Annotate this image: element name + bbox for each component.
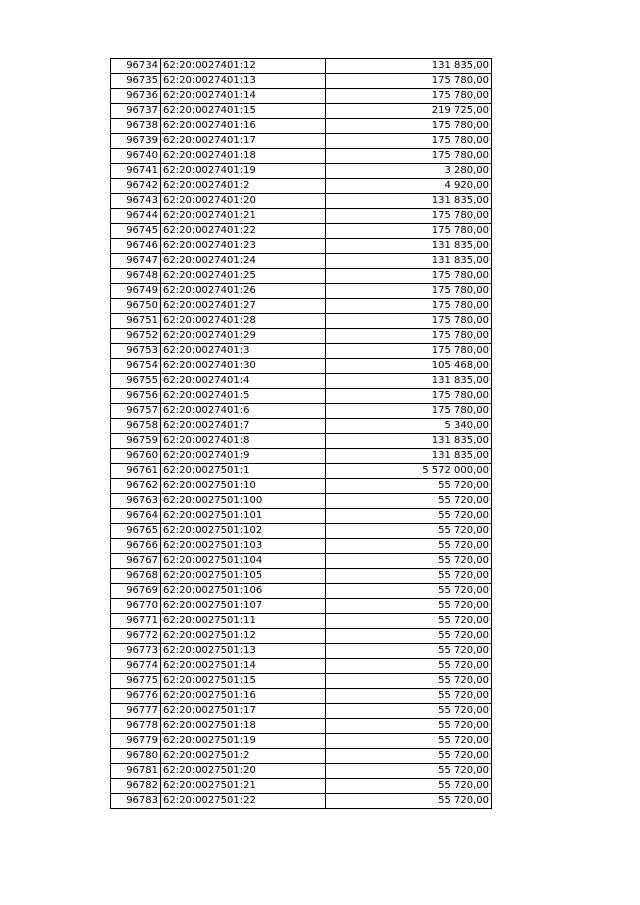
table-row [111,104,492,119]
cadastral-number-cell: 62:20:0027501:12 [161,629,326,644]
data-table [110,58,492,809]
value-cell: 55 720,00 [326,524,492,539]
value-cell: 4 920,00 [326,179,492,194]
row-id-cell: 96734 [111,59,161,74]
table-row [111,434,492,449]
cadastral-number-cell: 62:20:0027501:15 [161,674,326,689]
value-cell: 55 720,00 [326,674,492,689]
table-row [111,704,492,719]
cadastral-number-cell: 62:20:0027501:22 [161,794,326,809]
row-id-cell: 96740 [111,149,161,164]
value-cell: 55 720,00 [326,494,492,509]
value-cell: 175 780,00 [326,344,492,359]
row-id-cell: 96754 [111,359,161,374]
cadastral-number-cell: 62:20:0027401:22 [161,224,326,239]
value-cell: 175 780,00 [326,209,492,224]
table-row [111,749,492,764]
row-id-cell: 96750 [111,299,161,314]
row-id-cell: 96776 [111,689,161,704]
value-cell: 5 572 000,00 [326,464,492,479]
table-row [111,659,492,674]
table-row [111,479,492,494]
row-id-cell: 96751 [111,314,161,329]
row-id-cell: 96766 [111,539,161,554]
cadastral-number-cell: 62:20:0027401:27 [161,299,326,314]
table-row [111,584,492,599]
table-row [111,329,492,344]
table-row [111,74,492,89]
row-id-cell: 96747 [111,254,161,269]
row-id-cell: 96756 [111,389,161,404]
cadastral-number-cell: 62:20:0027401:20 [161,194,326,209]
row-id-cell: 96769 [111,584,161,599]
table-row [111,359,492,374]
table-row [111,194,492,209]
value-cell: 55 720,00 [326,629,492,644]
row-id-cell: 96742 [111,179,161,194]
table-row [111,524,492,539]
cadastral-number-cell: 62:20:0027401:26 [161,284,326,299]
value-cell: 55 720,00 [326,599,492,614]
table-row [111,224,492,239]
value-cell: 3 280,00 [326,164,492,179]
cadastral-number-cell: 62:20:0027501:20 [161,764,326,779]
table-row [111,59,492,74]
value-cell: 131 835,00 [326,374,492,389]
table-row [111,374,492,389]
table-row [111,284,492,299]
table-row [111,419,492,434]
cadastral-number-cell: 62:20:0027401:21 [161,209,326,224]
table-row [111,404,492,419]
table-row [111,614,492,629]
table-row [111,239,492,254]
cadastral-number-cell: 62:20:0027501:21 [161,779,326,794]
value-cell: 131 835,00 [326,254,492,269]
row-id-cell: 96768 [111,569,161,584]
cadastral-number-cell: 62:20:0027501:11 [161,614,326,629]
row-id-cell: 96780 [111,749,161,764]
value-cell: 175 780,00 [326,389,492,404]
table-row [111,254,492,269]
value-cell: 55 720,00 [326,779,492,794]
value-cell: 175 780,00 [326,284,492,299]
row-id-cell: 96746 [111,239,161,254]
row-id-cell: 96737 [111,104,161,119]
value-cell: 5 340,00 [326,419,492,434]
value-cell: 175 780,00 [326,74,492,89]
cadastral-number-cell: 62:20:0027401:5 [161,389,326,404]
cadastral-number-cell: 62:20:0027501:13 [161,644,326,659]
table-row [111,599,492,614]
value-cell: 55 720,00 [326,554,492,569]
table-row [111,689,492,704]
cadastral-number-cell: 62:20:0027401:6 [161,404,326,419]
cadastral-number-cell: 62:20:0027401:17 [161,134,326,149]
value-cell: 175 780,00 [326,314,492,329]
value-cell: 175 780,00 [326,134,492,149]
value-cell: 175 780,00 [326,89,492,104]
cadastral-number-cell: 62:20:0027401:9 [161,449,326,464]
cadastral-number-cell: 62:20:0027501:106 [161,584,326,599]
value-cell: 55 720,00 [326,719,492,734]
cadastral-number-cell: 62:20:0027401:4 [161,374,326,389]
table-body [111,59,492,809]
row-id-cell: 96741 [111,164,161,179]
row-id-cell: 96779 [111,734,161,749]
row-id-cell: 96771 [111,614,161,629]
cadastral-number-cell: 62:20:0027401:12 [161,59,326,74]
cadastral-number-cell: 62:20:0027401:29 [161,329,326,344]
row-id-cell: 96773 [111,644,161,659]
cadastral-number-cell: 62:20:0027401:3 [161,344,326,359]
cadastral-number-cell: 62:20:0027401:18 [161,149,326,164]
table-row [111,719,492,734]
row-id-cell: 96765 [111,524,161,539]
cadastral-number-cell: 62:20:0027501:101 [161,509,326,524]
table-row [111,119,492,134]
value-cell: 175 780,00 [326,404,492,419]
cadastral-number-cell: 62:20:0027501:1 [161,464,326,479]
value-cell: 131 835,00 [326,239,492,254]
table-row [111,209,492,224]
row-id-cell: 96777 [111,704,161,719]
value-cell: 55 720,00 [326,569,492,584]
cadastral-number-cell: 62:20:0027401:15 [161,104,326,119]
cadastral-number-cell: 62:20:0027401:19 [161,164,326,179]
table-row [111,509,492,524]
table-row [111,464,492,479]
row-id-cell: 96772 [111,629,161,644]
row-id-cell: 96743 [111,194,161,209]
row-id-cell: 96748 [111,269,161,284]
row-id-cell: 96759 [111,434,161,449]
value-cell: 131 835,00 [326,449,492,464]
row-id-cell: 96781 [111,764,161,779]
table-row [111,149,492,164]
row-id-cell: 96782 [111,779,161,794]
table-row [111,494,492,509]
cadastral-number-cell: 62:20:0027401:25 [161,269,326,284]
row-id-cell: 96753 [111,344,161,359]
value-cell: 55 720,00 [326,689,492,704]
value-cell: 55 720,00 [326,734,492,749]
cadastral-number-cell: 62:20:0027401:23 [161,239,326,254]
table-row [111,554,492,569]
value-cell: 131 835,00 [326,59,492,74]
table-row [111,674,492,689]
row-id-cell: 96758 [111,419,161,434]
cadastral-number-cell: 62:20:0027401:24 [161,254,326,269]
row-id-cell: 96760 [111,449,161,464]
value-cell: 55 720,00 [326,659,492,674]
cadastral-number-cell: 62:20:0027501:2 [161,749,326,764]
value-cell: 219 725,00 [326,104,492,119]
table-row [111,779,492,794]
value-cell: 131 835,00 [326,194,492,209]
cadastral-number-cell: 62:20:0027501:103 [161,539,326,554]
cadastral-number-cell: 62:20:0027401:16 [161,119,326,134]
cadastral-number-cell: 62:20:0027501:10 [161,479,326,494]
value-cell: 55 720,00 [326,509,492,524]
row-id-cell: 96783 [111,794,161,809]
value-cell: 175 780,00 [326,149,492,164]
value-cell: 55 720,00 [326,584,492,599]
value-cell: 55 720,00 [326,764,492,779]
table-row [111,89,492,104]
value-cell: 175 780,00 [326,329,492,344]
table-row [111,569,492,584]
cadastral-number-cell: 62:20:0027401:30 [161,359,326,374]
value-cell: 105 468,00 [326,359,492,374]
row-id-cell: 96764 [111,509,161,524]
value-cell: 55 720,00 [326,794,492,809]
cadastral-number-cell: 62:20:0027501:104 [161,554,326,569]
row-id-cell: 96763 [111,494,161,509]
row-id-cell: 96749 [111,284,161,299]
row-id-cell: 96755 [111,374,161,389]
table-row [111,269,492,284]
table-row [111,164,492,179]
table-row [111,299,492,314]
table-row [111,389,492,404]
cadastral-number-cell: 62:20:0027501:14 [161,659,326,674]
table-row [111,179,492,194]
cadastral-number-cell: 62:20:0027401:13 [161,74,326,89]
value-cell: 131 835,00 [326,434,492,449]
table-row [111,764,492,779]
row-id-cell: 96757 [111,404,161,419]
value-cell: 55 720,00 [326,704,492,719]
table-row [111,644,492,659]
value-cell: 55 720,00 [326,644,492,659]
row-id-cell: 96738 [111,119,161,134]
cadastral-number-cell: 62:20:0027401:14 [161,89,326,104]
row-id-cell: 96744 [111,209,161,224]
row-id-cell: 96774 [111,659,161,674]
table-row [111,794,492,809]
row-id-cell: 96745 [111,224,161,239]
value-cell: 175 780,00 [326,269,492,284]
table-row [111,314,492,329]
cadastral-number-cell: 62:20:0027501:107 [161,599,326,614]
row-id-cell: 96736 [111,89,161,104]
table-row [111,449,492,464]
cadastral-number-cell: 62:20:0027501:18 [161,719,326,734]
row-id-cell: 96761 [111,464,161,479]
row-id-cell: 96778 [111,719,161,734]
cadastral-number-cell: 62:20:0027501:100 [161,494,326,509]
cadastral-number-cell: 62:20:0027501:19 [161,734,326,749]
value-cell: 55 720,00 [326,614,492,629]
row-id-cell: 96735 [111,74,161,89]
value-cell: 55 720,00 [326,479,492,494]
value-cell: 175 780,00 [326,224,492,239]
row-id-cell: 96775 [111,674,161,689]
row-id-cell: 96739 [111,134,161,149]
table-row [111,134,492,149]
cadastral-number-cell: 62:20:0027401:28 [161,314,326,329]
table-row [111,629,492,644]
table-row [111,344,492,359]
row-id-cell: 96762 [111,479,161,494]
table-row [111,539,492,554]
cadastral-number-cell: 62:20:0027501:16 [161,689,326,704]
row-id-cell: 96767 [111,554,161,569]
row-id-cell: 96752 [111,329,161,344]
cadastral-number-cell: 62:20:0027401:8 [161,434,326,449]
cadastral-number-cell: 62:20:0027501:102 [161,524,326,539]
value-cell: 175 780,00 [326,299,492,314]
table-row [111,734,492,749]
cadastral-number-cell: 62:20:0027401:7 [161,419,326,434]
cadastral-number-cell: 62:20:0027501:17 [161,704,326,719]
cadastral-number-cell: 62:20:0027401:2 [161,179,326,194]
value-cell: 55 720,00 [326,539,492,554]
value-cell: 55 720,00 [326,749,492,764]
value-cell: 175 780,00 [326,119,492,134]
row-id-cell: 96770 [111,599,161,614]
cadastral-number-cell: 62:20:0027501:105 [161,569,326,584]
